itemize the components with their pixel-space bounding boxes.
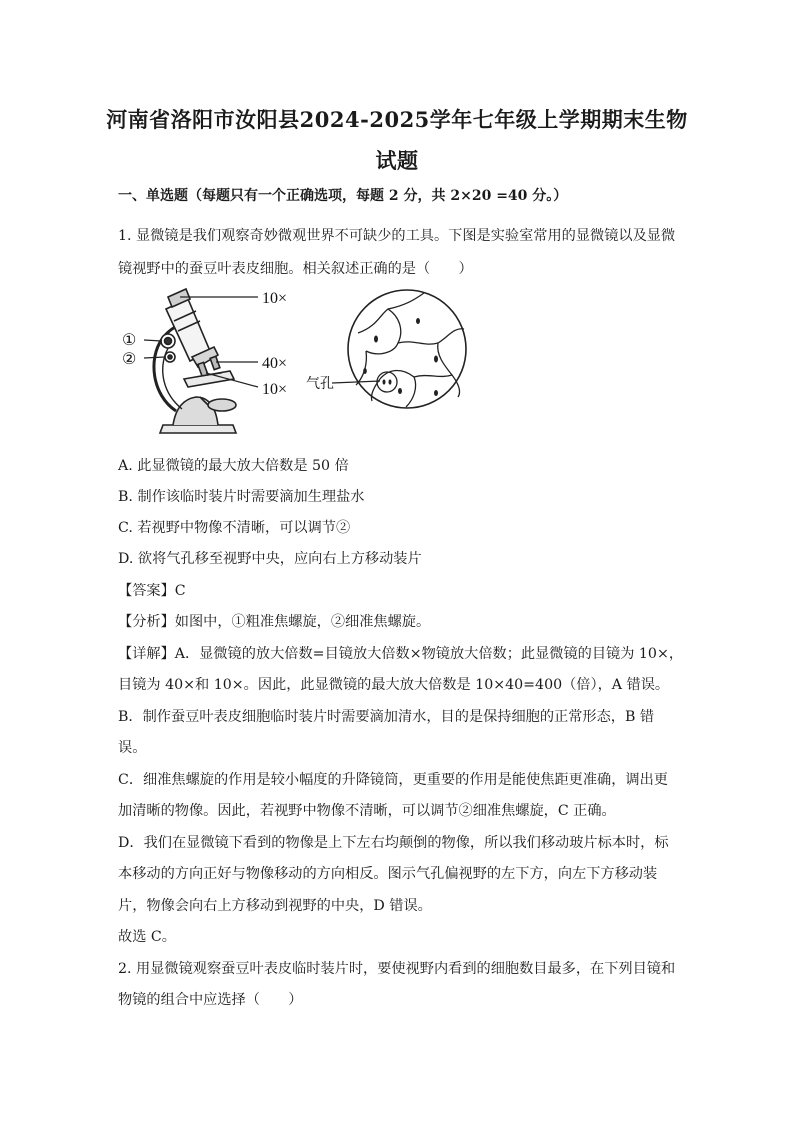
label-stoma: 气孔 xyxy=(306,376,334,392)
label-eyepiece: 10× xyxy=(262,290,288,307)
q1-answer: 【答案】C xyxy=(118,583,186,599)
label-objective-high: 40× xyxy=(262,355,288,372)
microscope-drawing xyxy=(154,289,236,433)
q1-detail-line: 本移动的方向正好与物像移动的方向相反。图示气孔偏视野的左下方，向左下方移动装 xyxy=(118,866,658,882)
label-fine-knob: ② xyxy=(122,351,137,368)
q1-stem-line2: 镜视野中的蚕豆叶表皮细胞。相关叙述正确的是（ ） xyxy=(118,261,473,277)
q1-option-d: D. 欲将气孔移至视野中央，应向右上方移动装片 xyxy=(118,551,422,567)
q1-stem-line1: 1. 显微镜是我们观察奇妙微观世界不可缺少的工具。下图是实验室常用的显微镜以及显微 xyxy=(118,228,676,244)
microscope-figure xyxy=(118,287,478,437)
field-of-view xyxy=(348,290,466,408)
section-heading: 一、单选题（每题只有一个正确选项，每题 2 分，共 2×20 =40 分。） xyxy=(118,188,568,204)
label-coarse-knob: ① xyxy=(122,332,137,349)
q1-option-c: C. 若视野中物像不清晰，可以调节② xyxy=(118,520,351,536)
q2-stem-line2: 物镜的组合中应选择（ ） xyxy=(118,992,303,1008)
q1-option-a: A. 此显微镜的最大放大倍数是 50 倍 xyxy=(118,458,349,474)
q1-detail-line: D．我们在显微镜下看到的物像是上下左右均颠倒的物像，所以我们移动玻片标本时，标 xyxy=(118,835,669,851)
q2-stem-line1: 2. 用显微镜观察蚕豆叶表皮临时装片时，要使视野内看到的细胞数目最多，在下列目镜和 xyxy=(118,961,676,977)
label-objective-low: 10× xyxy=(262,381,288,398)
q1-detail-line: 加清晰的物像。因此，若视野中物像不清晰，可以调节②细准焦螺旋，C 正确。 xyxy=(118,803,616,819)
q1-detail-line: C．细准焦螺旋的作用是较小幅度的升降镜筒，更重要的作用是能使焦距更准确，调出更 xyxy=(118,772,668,788)
q1-detail-line: B．制作蚕豆叶表皮细胞临时装片时需要滴加清水，目的是保持细胞的正常形态，B 错 xyxy=(118,709,655,725)
q1-analysis: 【分析】如图中，①粗准焦螺旋，②细准焦螺旋。 xyxy=(118,614,431,630)
q1-conclusion: 故选 C。 xyxy=(118,929,176,945)
q1-detail-line: 片，物像会向右上方移动到视野的中央，D 错误。 xyxy=(118,898,432,914)
q1-option-b: B. 制作该临时装片时需要滴加生理盐水 xyxy=(118,489,365,505)
q1-detail-line: 【详解】A．显微镜的放大倍数=目镜放大倍数×物镜放大倍数；此显微镜的目镜为 10×， xyxy=(118,646,684,662)
q1-detail-line: 目镜为 40×和 10×。因此，此显微镜的最大放大倍数是 10×40=400（倍），A 错误。 xyxy=(118,677,670,693)
q1-detail-line: 误。 xyxy=(118,740,147,756)
doc-title-line2: 试题 xyxy=(375,148,419,173)
doc-title-line1: 河南省洛阳市汝阳县2024-2025学年七年级上学期期末生物 xyxy=(106,107,688,132)
